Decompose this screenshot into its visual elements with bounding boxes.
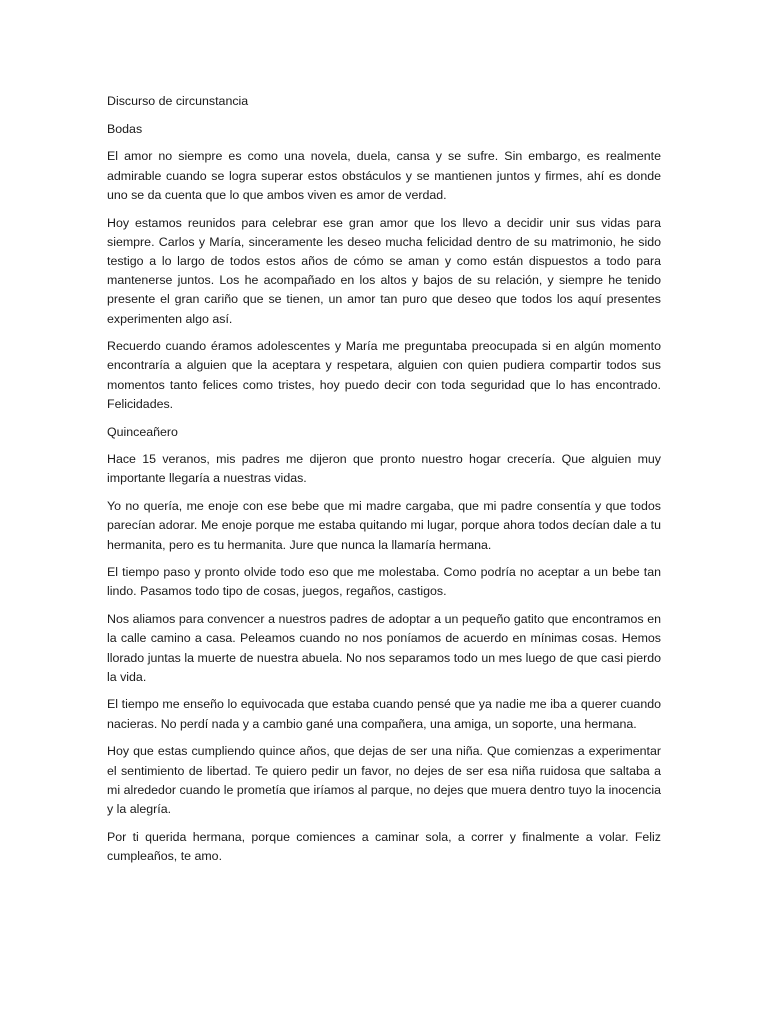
paragraph: Nos aliamos para convencer a nuestros padres de adoptar a un pequeño gatito que encontramos en la calle camino a casa. Peleamos cuando no nos poníamos de acuerdo en mínimas cosas. Hemos llorado juntas la muerte de nuestra abuela. No nos separamos todo un mes luego de que casi pierdo la vida. (107, 612, 661, 684)
paragraph: Yo no quería, me enoje con ese bebe que mi madre cargaba, que mi padre consentía y que todos parecían adorar. Me enoje porque me estaba quitando mi lugar, porque ahora todos decían dale a tu hermanita, pero es tu hermanita. Jure que nunca la llamaría hermana. (107, 499, 661, 552)
paragraph: Recuerdo cuando éramos adolescentes y María me preguntaba preocupada si en algún momento encontraría a alguien que la aceptara y respetara, alguien con quien pudiera compartir todos sus momentos tanto felices como tristes, hoy puedo decir con toda seguridad que lo has encontrado. Felicidades. (107, 339, 661, 411)
paragraph: Hace 15 veranos, mis padres me dijeron que pronto nuestro hogar crecería. Que alguien muy importante llegaría a nuestras vidas. (107, 452, 661, 486)
paragraph: El amor no siempre es como una novela, duela, cansa y se sufre. Sin embargo, es realmente admirable cuando se logra superar estos obstáculos y se mantienen juntos y firmes, ahí es donde uno se da cuenta que lo que ambos viven es amor de verdad. (107, 149, 661, 202)
section-heading-quinceanero: Quinceañero (107, 424, 178, 439)
section-heading-bodas: Bodas (107, 121, 143, 136)
paragraph: Por ti querida hermana, porque comiences a caminar sola, a correr y finalmente a volar. Feliz cumpleaños, te amo. (107, 829, 661, 863)
paragraph: Hoy que estas cumpliendo quince años, que dejas de ser una niña. Que comienzas a experimentar el sentimiento de libertad. Te quiero pedir un favor, no dejes de ser esa niña ruidosa que saltaba a mi alrededor cuando le prometía que iríamos al parque, no dejes que muera dentro tuyo la inocencia y la alegría. (107, 744, 661, 816)
paragraph: El tiempo paso y pronto olvide todo eso que me molestaba. Como podría no aceptar a un bebe tan lindo. Pasamos todo tipo de cosas, juegos, regaños, castigos. (107, 565, 661, 599)
paragraph: El tiempo me enseño lo equivocada que estaba cuando pensé que ya nadie me iba a querer cuando nacieras. No perdí nada y a cambio gané una compañera, una amiga, un soporte, una hermana. (107, 697, 661, 731)
document-title: Discurso de circunstancia (107, 94, 249, 108)
paragraph: Hoy estamos reunidos para celebrar ese gran amor que los llevo a decidir unir sus vidas para siempre. Carlos y María, sinceramente les deseo mucha felicidad dentro de su matrimonio, he sido testigo a lo largo de todos estos años de cómo se aman y como están dispuestos a todo para mantenerse juntos. Los he acompañado en los altos y bajos de su relación, y siempre he tenido presente el gran cariño que se tienen, un amor tan puro que deseo que todos los aquí presentes experimenten algo así. (107, 215, 661, 326)
document-body (107, 92, 661, 875)
